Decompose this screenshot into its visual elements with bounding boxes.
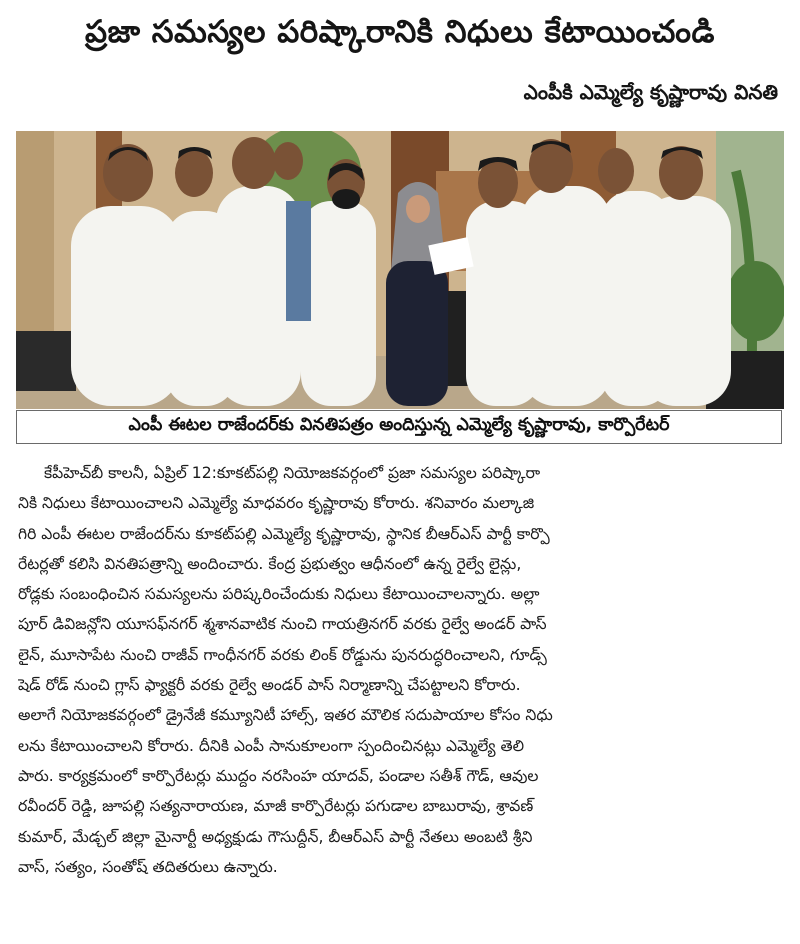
body-line: లైన్, మూసాపేట నుంచి రాజీవ్ గాంధీనగర్ వరకు లింక్ రోడ్డును పునరుద్ధరించాలని, గూడ్స్ [18, 645, 547, 664]
body-line: కేపీహెచ్‌బీ కాలనీ, ఏప్రిల్ 12:కూకట్‌పల్లి నియోజకవర్గంలో ప్రజా సమస్యల పరిష్కారా [44, 464, 541, 482]
article-subheadline: ఎంపీకి ఎమ్మెల్యే కృష్ణారావు వినతి [523, 80, 778, 104]
body-line: రేటర్లతో కలిసి వినతిపత్రాన్ని అందించారు. కేంద్ర ప్రభుత్వం ఆధీనంలో ఉన్న రైల్వే లైన్లు, [18, 554, 522, 573]
article-headline: ప్రజా సమస్యల పరిష్కారానికి నిధులు కేటాయించండి [85, 14, 715, 50]
photo-caption: ఎంపీ ఈటల రాజేందర్‌కు వినతిపత్రం అందిస్తున్న ఎమ్మెల్యే కృష్ణారావు, కార్పొరేటర్ [128, 415, 670, 435]
body-line: కుమార్, మేడ్చల్ జిల్లా మైనార్టీ అధ్యక్షుడు గౌసుద్దీన్, బీఆర్ఎస్ పార్టీ నేతలు అంబటి శ్రీని [18, 827, 533, 846]
body-line: నికి నిధులు కేటాయించాలని ఎమ్మెల్యే మాధవరం కృష్ణారావు కోరారు. శనివారం మల్కాజి [18, 494, 535, 513]
body-line: రవీందర్ రెడ్డి, జూపల్లి సత్యనారాయణ, మాజీ కార్పొరేటర్లు పగుడాల బాబురావు, శ్రావణ్ [18, 797, 534, 816]
body-line: వాస్, సత్యం, సంతోష్ తదితరులు ఉన్నారు. [18, 857, 278, 876]
body-line: గిరి ఎంపీ ఈటల రాజేందర్‌ను కూకట్‌పల్లి ఎమ్మెల్యే కృష్ణారావు, స్థానిక బీఆర్ఎస్ పార్టీ కార్పొ [18, 524, 550, 543]
news-photo-illustration [16, 131, 784, 409]
photo-caption-box [16, 410, 782, 444]
body-line: అలాగే నియోజకవర్గంలో డ్రైనేజీ కమ్యూనిటీ హాల్స్, ఇతర మౌలిక సదుపాయాల కోసం నిధు [18, 706, 553, 725]
body-line: రోడ్లకు సంబంధించిన సమస్యలను పరిష్కరించేందుకు నిధులు కేటాయించాలన్నారు. అల్లా [18, 585, 540, 604]
news-photo [16, 131, 784, 409]
body-line: పూర్ డివిజన్లోని యూసఫ్‌నగర్ శ్మశానవాటిక నుంచి గాయత్రినగర్ వరకు రైల్వే అండర్ పాస్ [18, 615, 547, 634]
body-line: పారు. కార్యక్రమంలో కార్పొరేటర్లు ముద్దం నరసింహ యాదవ్, పండాల సతీశ్ గౌడ్, ఆవుల [18, 766, 539, 785]
article-body [18, 458, 784, 882]
body-line: లను కేటాయించాలని కోరారు. దీనికి ఎంపీ సానుకూలంగా స్పందించినట్లు ఎమ్మెల్యే తెలి [18, 736, 525, 755]
body-line: షెడ్ రోడ్ నుంచి గ్లాస్ ఫ్యాక్టరీ వరకు రైల్వే అండర్ పాస్ నిర్మాణాన్ని చేపట్టాలని కోరారు. [18, 676, 521, 695]
